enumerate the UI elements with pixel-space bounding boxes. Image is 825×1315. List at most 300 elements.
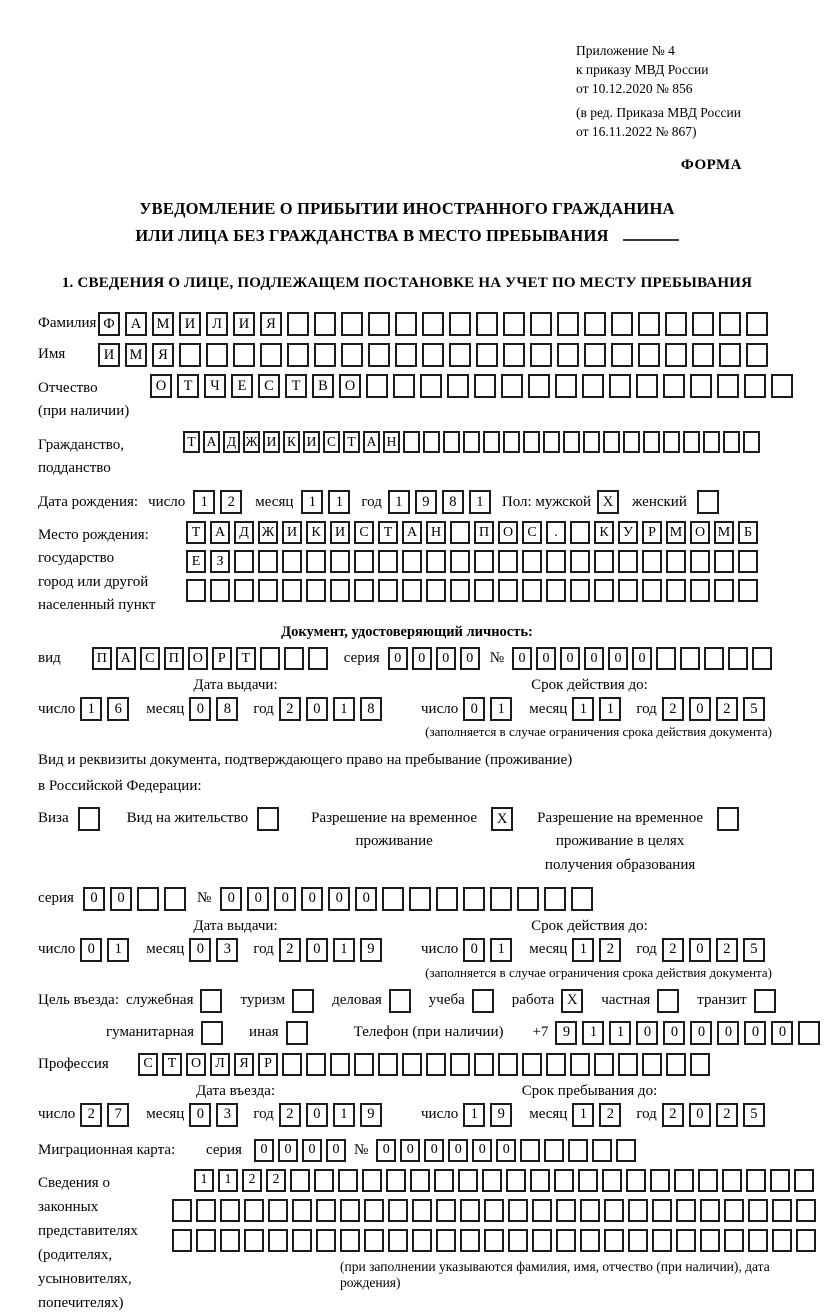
char-cell[interactable] (423, 431, 440, 453)
char-cell[interactable] (422, 312, 444, 336)
char-cell[interactable]: 1 (328, 490, 350, 514)
char-cell[interactable] (260, 647, 280, 670)
char-cell[interactable] (436, 887, 458, 911)
char-cell[interactable]: 0 (306, 1103, 328, 1127)
char-cell[interactable] (472, 989, 494, 1013)
char-cell[interactable] (234, 550, 254, 573)
char-cell[interactable]: 9 (490, 1103, 512, 1127)
char-cell[interactable]: 0 (220, 887, 242, 911)
char-cell[interactable] (623, 431, 640, 453)
char-cell[interactable] (724, 1229, 744, 1252)
char-cell[interactable] (546, 550, 566, 573)
char-cell[interactable] (594, 579, 614, 602)
char-cell[interactable] (449, 343, 471, 367)
char-cell[interactable] (508, 1199, 528, 1222)
char-cell[interactable]: 1 (572, 938, 594, 962)
char-cell[interactable] (557, 343, 579, 367)
char-cell[interactable]: 0 (463, 938, 485, 962)
char-cell[interactable]: С (323, 431, 340, 453)
char-cell[interactable] (563, 431, 580, 453)
char-cell[interactable] (137, 887, 159, 911)
char-cell[interactable] (330, 579, 350, 602)
char-cell[interactable]: 0 (512, 647, 532, 670)
char-cell[interactable] (258, 579, 278, 602)
char-cell[interactable]: 8 (216, 697, 238, 721)
char-cell[interactable] (528, 374, 550, 398)
char-cell[interactable] (341, 343, 363, 367)
char-cell[interactable] (287, 343, 309, 367)
char-cell[interactable] (164, 887, 186, 911)
char-cell[interactable] (450, 579, 470, 602)
char-cell[interactable]: 0 (388, 647, 408, 670)
char-cell[interactable] (638, 343, 660, 367)
char-cell[interactable] (628, 1229, 648, 1252)
char-cell[interactable] (700, 1199, 720, 1222)
char-cell[interactable] (476, 343, 498, 367)
char-cell[interactable] (284, 647, 304, 670)
char-cell[interactable] (665, 343, 687, 367)
char-cell[interactable] (746, 1169, 766, 1192)
char-cell[interactable] (474, 579, 494, 602)
char-cell[interactable] (450, 550, 470, 573)
char-cell[interactable] (395, 343, 417, 367)
char-cell[interactable] (719, 312, 741, 336)
char-cell[interactable]: И (263, 431, 280, 453)
char-cell[interactable]: 0 (460, 647, 480, 670)
char-cell[interactable] (544, 1139, 564, 1162)
char-cell[interactable] (666, 550, 686, 573)
char-cell[interactable] (426, 1053, 446, 1076)
char-cell[interactable] (501, 374, 523, 398)
char-cell[interactable] (179, 343, 201, 367)
char-cell[interactable] (460, 1199, 480, 1222)
char-cell[interactable]: Р (642, 521, 662, 544)
char-cell[interactable] (426, 579, 446, 602)
char-cell[interactable]: П (164, 647, 184, 670)
title-blank-underline[interactable] (623, 225, 679, 241)
char-cell[interactable] (201, 1021, 223, 1045)
char-cell[interactable] (602, 1169, 622, 1192)
char-cell[interactable]: 0 (472, 1139, 492, 1162)
char-cell[interactable]: М (152, 312, 174, 336)
char-cell[interactable] (409, 887, 431, 911)
char-cell[interactable] (292, 1199, 312, 1222)
char-cell[interactable]: 0 (690, 1021, 712, 1045)
char-cell[interactable] (717, 374, 739, 398)
char-cell[interactable]: 0 (306, 697, 328, 721)
char-cell[interactable] (738, 579, 758, 602)
char-cell[interactable] (286, 1021, 308, 1045)
char-cell[interactable] (772, 1229, 792, 1252)
char-cell[interactable] (690, 550, 710, 573)
char-cell[interactable]: И (330, 521, 350, 544)
char-cell[interactable]: 0 (274, 887, 296, 911)
char-cell[interactable] (700, 1229, 720, 1252)
char-cell[interactable]: 0 (355, 887, 377, 911)
char-cell[interactable] (292, 1229, 312, 1252)
char-cell[interactable]: Р (212, 647, 232, 670)
char-cell[interactable] (395, 312, 417, 336)
char-cell[interactable] (364, 1229, 384, 1252)
char-cell[interactable] (426, 550, 446, 573)
char-cell[interactable]: 0 (326, 1139, 346, 1162)
char-cell[interactable]: 2 (716, 1103, 738, 1127)
char-cell[interactable] (642, 1053, 662, 1076)
char-cell[interactable]: 2 (716, 938, 738, 962)
char-cell[interactable] (366, 374, 388, 398)
char-cell[interactable]: 1 (194, 1169, 214, 1192)
char-cell[interactable] (484, 1199, 504, 1222)
char-cell[interactable]: 0 (189, 697, 211, 721)
char-cell[interactable]: 0 (301, 887, 323, 911)
char-cell[interactable] (268, 1229, 288, 1252)
char-cell[interactable]: Ж (258, 521, 278, 544)
char-cell[interactable]: 0 (400, 1139, 420, 1162)
char-cell[interactable] (746, 312, 768, 336)
char-cell[interactable]: 0 (110, 887, 132, 911)
char-cell[interactable] (663, 431, 680, 453)
char-cell[interactable] (704, 647, 724, 670)
char-cell[interactable] (609, 374, 631, 398)
char-cell[interactable] (458, 1169, 478, 1192)
char-cell[interactable] (508, 1229, 528, 1252)
char-cell[interactable]: 0 (424, 1139, 444, 1162)
char-cell[interactable] (604, 1199, 624, 1222)
char-cell[interactable] (282, 1053, 302, 1076)
char-cell[interactable] (570, 521, 590, 544)
char-cell[interactable] (200, 989, 222, 1013)
char-cell[interactable] (656, 647, 676, 670)
char-cell[interactable] (449, 312, 471, 336)
char-cell[interactable] (618, 579, 638, 602)
char-cell[interactable] (450, 1053, 470, 1076)
char-cell[interactable] (723, 431, 740, 453)
char-cell[interactable] (743, 431, 760, 453)
char-cell[interactable] (546, 1053, 566, 1076)
char-cell[interactable] (484, 1229, 504, 1252)
char-cell[interactable]: А (402, 521, 422, 544)
char-cell[interactable]: Б (738, 521, 758, 544)
char-cell[interactable]: 0 (608, 647, 628, 670)
char-cell[interactable] (555, 374, 577, 398)
char-cell[interactable]: X (491, 807, 513, 831)
char-cell[interactable]: 7 (107, 1103, 129, 1127)
char-cell[interactable] (557, 312, 579, 336)
char-cell[interactable]: 0 (254, 1139, 274, 1162)
char-cell[interactable]: И (179, 312, 201, 336)
char-cell[interactable] (680, 647, 700, 670)
char-cell[interactable]: Т (378, 521, 398, 544)
char-cell[interactable]: Я (152, 343, 174, 367)
char-cell[interactable]: 0 (771, 1021, 793, 1045)
char-cell[interactable]: 2 (242, 1169, 262, 1192)
char-cell[interactable] (290, 1169, 310, 1192)
char-cell[interactable]: Л (206, 312, 228, 336)
char-cell[interactable]: 0 (496, 1139, 516, 1162)
char-cell[interactable] (603, 431, 620, 453)
char-cell[interactable]: М (125, 343, 147, 367)
char-cell[interactable] (306, 1053, 326, 1076)
char-cell[interactable] (692, 312, 714, 336)
char-cell[interactable] (582, 374, 604, 398)
char-cell[interactable]: 1 (333, 1103, 355, 1127)
char-cell[interactable]: 5 (743, 1103, 765, 1127)
char-cell[interactable]: 1 (572, 1103, 594, 1127)
char-cell[interactable] (628, 1199, 648, 1222)
char-cell[interactable] (282, 550, 302, 573)
char-cell[interactable]: 0 (584, 647, 604, 670)
char-cell[interactable] (314, 312, 336, 336)
char-cell[interactable]: О (498, 521, 518, 544)
char-cell[interactable] (530, 1169, 550, 1192)
char-cell[interactable] (220, 1199, 240, 1222)
char-cell[interactable] (483, 431, 500, 453)
char-cell[interactable]: Е (186, 550, 206, 573)
char-cell[interactable]: С (138, 1053, 158, 1076)
char-cell[interactable] (754, 989, 776, 1013)
char-cell[interactable] (578, 1169, 598, 1192)
char-cell[interactable]: И (233, 312, 255, 336)
char-cell[interactable]: 2 (662, 1103, 684, 1127)
char-cell[interactable]: 2 (279, 697, 301, 721)
char-cell[interactable] (420, 374, 442, 398)
char-cell[interactable]: О (339, 374, 361, 398)
char-cell[interactable]: 2 (599, 938, 621, 962)
char-cell[interactable] (556, 1199, 576, 1222)
char-cell[interactable] (474, 550, 494, 573)
char-cell[interactable] (698, 1169, 718, 1192)
char-cell[interactable]: О (150, 374, 172, 398)
char-cell[interactable] (503, 343, 525, 367)
char-cell[interactable] (498, 1053, 518, 1076)
char-cell[interactable] (683, 431, 700, 453)
char-cell[interactable] (618, 550, 638, 573)
char-cell[interactable]: А (210, 521, 230, 544)
char-cell[interactable] (460, 1229, 480, 1252)
char-cell[interactable]: 8 (442, 490, 464, 514)
char-cell[interactable] (748, 1229, 768, 1252)
char-cell[interactable]: 2 (220, 490, 242, 514)
char-cell[interactable]: 0 (436, 647, 456, 670)
char-cell[interactable] (703, 431, 720, 453)
char-cell[interactable]: 1 (333, 938, 355, 962)
char-cell[interactable] (412, 1229, 432, 1252)
char-cell[interactable] (282, 579, 302, 602)
char-cell[interactable]: 1 (463, 1103, 485, 1127)
char-cell[interactable]: 3 (216, 1103, 238, 1127)
char-cell[interactable]: У (618, 521, 638, 544)
char-cell[interactable] (244, 1229, 264, 1252)
char-cell[interactable] (382, 887, 404, 911)
char-cell[interactable]: О (188, 647, 208, 670)
char-cell[interactable]: 0 (306, 938, 328, 962)
char-cell[interactable] (520, 1139, 540, 1162)
char-cell[interactable] (690, 579, 710, 602)
char-cell[interactable]: К (306, 521, 326, 544)
char-cell[interactable] (436, 1229, 456, 1252)
char-cell[interactable] (206, 343, 228, 367)
char-cell[interactable] (752, 647, 772, 670)
char-cell[interactable] (583, 431, 600, 453)
char-cell[interactable]: 0 (663, 1021, 685, 1045)
char-cell[interactable]: С (522, 521, 542, 544)
char-cell[interactable] (196, 1199, 216, 1222)
char-cell[interactable] (690, 374, 712, 398)
char-cell[interactable] (676, 1229, 696, 1252)
char-cell[interactable]: М (714, 521, 734, 544)
char-cell[interactable] (642, 579, 662, 602)
char-cell[interactable]: Д (223, 431, 240, 453)
char-cell[interactable]: 1 (80, 697, 102, 721)
char-cell[interactable] (78, 807, 100, 831)
char-cell[interactable] (244, 1199, 264, 1222)
char-cell[interactable]: П (474, 521, 494, 544)
char-cell[interactable] (306, 579, 326, 602)
char-cell[interactable] (388, 1199, 408, 1222)
char-cell[interactable]: Ж (243, 431, 260, 453)
char-cell[interactable] (306, 550, 326, 573)
char-cell[interactable] (594, 550, 614, 573)
char-cell[interactable] (636, 374, 658, 398)
char-cell[interactable]: М (666, 521, 686, 544)
char-cell[interactable] (316, 1229, 336, 1252)
char-cell[interactable] (746, 343, 768, 367)
char-cell[interactable] (354, 1053, 374, 1076)
char-cell[interactable] (604, 1229, 624, 1252)
char-cell[interactable] (503, 312, 525, 336)
char-cell[interactable] (522, 550, 542, 573)
char-cell[interactable]: 1 (469, 490, 491, 514)
char-cell[interactable]: 3 (216, 938, 238, 962)
char-cell[interactable]: 1 (193, 490, 215, 514)
char-cell[interactable]: 0 (689, 938, 711, 962)
char-cell[interactable] (657, 989, 679, 1013)
char-cell[interactable]: 0 (744, 1021, 766, 1045)
char-cell[interactable]: С (354, 521, 374, 544)
char-cell[interactable] (498, 550, 518, 573)
char-cell[interactable]: А (116, 647, 136, 670)
char-cell[interactable]: 0 (536, 647, 556, 670)
char-cell[interactable] (676, 1199, 696, 1222)
char-cell[interactable]: 2 (599, 1103, 621, 1127)
char-cell[interactable]: X (597, 490, 619, 514)
char-cell[interactable]: 0 (463, 697, 485, 721)
char-cell[interactable] (690, 1053, 710, 1076)
char-cell[interactable] (571, 887, 593, 911)
char-cell[interactable]: 5 (743, 938, 765, 962)
char-cell[interactable] (490, 887, 512, 911)
char-cell[interactable]: Н (383, 431, 400, 453)
char-cell[interactable]: 1 (599, 697, 621, 721)
char-cell[interactable] (260, 343, 282, 367)
char-cell[interactable]: К (283, 431, 300, 453)
char-cell[interactable] (638, 312, 660, 336)
char-cell[interactable] (340, 1229, 360, 1252)
char-cell[interactable] (584, 312, 606, 336)
char-cell[interactable] (666, 1053, 686, 1076)
char-cell[interactable] (738, 550, 758, 573)
char-cell[interactable]: Я (234, 1053, 254, 1076)
char-cell[interactable] (611, 343, 633, 367)
char-cell[interactable]: 1 (490, 938, 512, 962)
char-cell[interactable] (354, 579, 374, 602)
char-cell[interactable] (626, 1169, 646, 1192)
char-cell[interactable]: 0 (328, 887, 350, 911)
char-cell[interactable]: 1 (609, 1021, 631, 1045)
char-cell[interactable] (546, 579, 566, 602)
char-cell[interactable]: 1 (582, 1021, 604, 1045)
char-cell[interactable]: 1 (333, 697, 355, 721)
char-cell[interactable]: 1 (301, 490, 323, 514)
char-cell[interactable] (402, 550, 422, 573)
char-cell[interactable] (233, 343, 255, 367)
char-cell[interactable] (354, 550, 374, 573)
char-cell[interactable]: 0 (689, 1103, 711, 1127)
char-cell[interactable]: 8 (360, 697, 382, 721)
char-cell[interactable] (772, 1199, 792, 1222)
char-cell[interactable]: 1 (388, 490, 410, 514)
char-cell[interactable] (422, 343, 444, 367)
char-cell[interactable]: Т (162, 1053, 182, 1076)
char-cell[interactable]: С (140, 647, 160, 670)
char-cell[interactable]: 0 (83, 887, 105, 911)
char-cell[interactable]: . (546, 521, 566, 544)
char-cell[interactable]: И (282, 521, 302, 544)
char-cell[interactable] (532, 1229, 552, 1252)
char-cell[interactable] (722, 1169, 742, 1192)
char-cell[interactable] (463, 887, 485, 911)
char-cell[interactable]: О (690, 521, 710, 544)
char-cell[interactable] (503, 431, 520, 453)
char-cell[interactable] (556, 1229, 576, 1252)
char-cell[interactable]: 1 (107, 938, 129, 962)
char-cell[interactable] (570, 1053, 590, 1076)
char-cell[interactable]: 2 (662, 697, 684, 721)
char-cell[interactable]: 2 (266, 1169, 286, 1192)
char-cell[interactable] (443, 431, 460, 453)
char-cell[interactable] (744, 374, 766, 398)
char-cell[interactable]: Я (260, 312, 282, 336)
char-cell[interactable] (544, 887, 566, 911)
char-cell[interactable] (410, 1169, 430, 1192)
char-cell[interactable] (771, 374, 793, 398)
char-cell[interactable] (719, 343, 741, 367)
char-cell[interactable]: 0 (189, 938, 211, 962)
char-cell[interactable] (796, 1199, 816, 1222)
char-cell[interactable] (463, 431, 480, 453)
char-cell[interactable] (570, 550, 590, 573)
char-cell[interactable] (611, 312, 633, 336)
char-cell[interactable] (616, 1139, 636, 1162)
char-cell[interactable]: А (203, 431, 220, 453)
char-cell[interactable] (594, 1053, 614, 1076)
char-cell[interactable] (412, 1199, 432, 1222)
char-cell[interactable] (172, 1199, 192, 1222)
char-cell[interactable]: Л (210, 1053, 230, 1076)
char-cell[interactable] (257, 807, 279, 831)
char-cell[interactable]: 0 (302, 1139, 322, 1162)
char-cell[interactable] (748, 1199, 768, 1222)
char-cell[interactable]: О (186, 1053, 206, 1076)
char-cell[interactable]: 9 (360, 938, 382, 962)
char-cell[interactable] (643, 431, 660, 453)
char-cell[interactable]: П (92, 647, 112, 670)
char-cell[interactable]: Т (343, 431, 360, 453)
char-cell[interactable] (393, 374, 415, 398)
char-cell[interactable] (642, 550, 662, 573)
char-cell[interactable] (592, 1139, 612, 1162)
char-cell[interactable]: 1 (490, 697, 512, 721)
